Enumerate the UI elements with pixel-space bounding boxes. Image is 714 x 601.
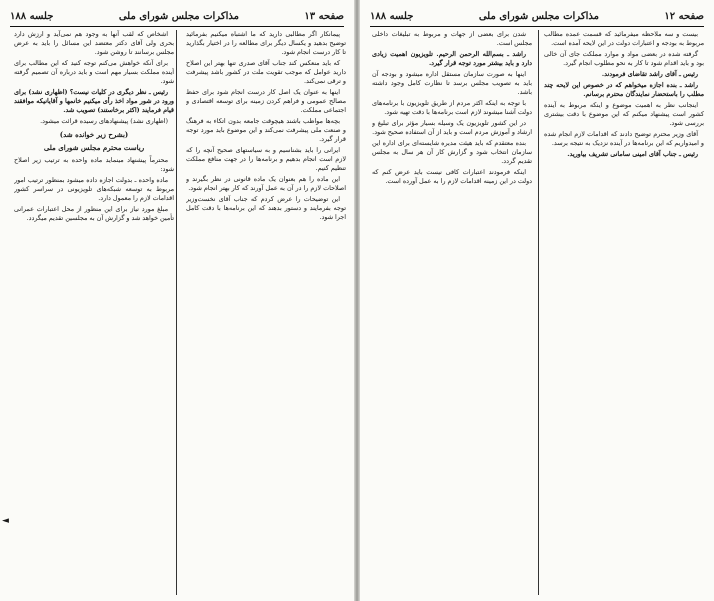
text-column-right (186, 30, 346, 595)
paragraph: در این کشور تلویزیون یک وسیله بسیار مؤثر برای تبلیغ و ارشاد و آموزش مردم است و باید از آن استفاده صحیح شود. (372, 119, 532, 136)
paragraph: مبلغ مورد نیاز برای این منظور از محل اعتبارات عمرانی تأمین خواهد شد و گزارش آن به مجلسین تقدیم میگردد. (14, 205, 174, 222)
paragraph: شدن برای بعضی از جهات و مربوط به تبلیغات داخلی مجلس است. (372, 30, 532, 47)
text-column-left (372, 30, 532, 595)
column-divider (538, 30, 539, 595)
paragraph: برای آنکه خواهش می‌کنم توجه کنید که این مطالب برای آینده مملکت بسیار مهم است و باید درباره آن تصمیم گرفته شود. (14, 59, 174, 85)
paragraph: بچه‌ها مواظب باشند هیچوقت جامعه بدون اتکاء به فرهنگ و صنعت ملی پیشرفت نمی‌کند و این موضوع باید مورد توجه قرار گیرد. (186, 117, 346, 143)
page-header-title: مذاکرات مجلس شورای ملی (478, 10, 599, 22)
paragraph: که باید منعکس کند جناب آقای صدری تنها بهتر این اصلاح دارید عوامل که موجب تقویت ملت در کشور باشد پیشرفت و ترقی نمی‌کند. (186, 59, 346, 85)
paragraph: اینها به عنوان یک اصل کار درست انجام شود برای حفظ مصالح عمومی و فراهم کردن زمینه برای توسعه اقتصادی و اجتماعی مملکت. (186, 88, 346, 114)
margin-mark-icon: ◄ (2, 516, 9, 526)
paragraph: محترماً پیشنهاد مینماید ماده واحده به ترتیب زیر اصلاح شود: (14, 156, 174, 173)
paragraph: بنده معتقدم که باید هیئت مدیره شایسته‌ای برای اداره این سازمان انتخاب شود و گزارش کار آن هر سال به مجلس تقدیم گردد. (372, 139, 532, 165)
paragraph: با توجه به اینکه اکثر مردم از طریق تلویزیون با برنامه‌های دولت آشنا میشوند لازم است برنامه‌ها با دقت تهیه شود. (372, 99, 532, 116)
speaker-paragraph: رئیس ـ نظر دیگری در کلیات نیست؟ (اظهاری نشد) برای ورود در شور مواد اخذ رأی میکنیم خانمها و آقایانیکه موافقند قیام فرمایند (اکثر برخاستند) تصویب شد. (14, 88, 174, 114)
page-number: صفحه ۱۳ (304, 10, 344, 22)
text-column-left (14, 30, 174, 595)
header-rule (10, 26, 344, 27)
speaker-paragraph: رئیس ـ جناب آقای امینی سامانی تشریف بیاورید. (567, 150, 698, 158)
column-divider (176, 30, 177, 595)
session-label: جلسه ۱۸۸ (370, 10, 414, 22)
page-left (0, 0, 354, 601)
page-header-title: مذاکرات مجلس شورای ملی (118, 10, 239, 22)
paragraph: ماده واحده ـ بدولت اجازه داده میشود بمنظور ترتیب امور مربوط به توسعه شبکه‌های تلویزیونی در سراسر کشور اقدامات لازم را معمول دارد. (14, 176, 174, 202)
speaker-paragraph: رئیس ـ آقای راشد تقاضای فرمودند. (601, 70, 698, 78)
page-right (360, 0, 714, 601)
page-number: صفحه ۱۲ (664, 10, 704, 22)
header-rule (370, 26, 704, 27)
page-header (370, 8, 704, 24)
text-column-right (544, 30, 704, 595)
session-label: جلسه ۱۸۸ (10, 10, 54, 22)
paragraph: این توضیحات را عرض کردم که جناب آقای نخست‌وزیر توجه بفرمایند و دستور بدهند که این برنامه‌ها با دقت کامل اجرا شود. (186, 195, 346, 221)
paragraph: گرفته شده در بعضی مواد و موارد مملکت جای آن خالی بود و باید اقدام شود تا کار به نحو مطلوب انجام گیرد. (544, 50, 704, 67)
section-heading: (بشرح زیر خوانده شد) (59, 130, 129, 139)
paragraph: اشخاص که لقب آنها به وجود هم نمی‌آید و ارزش دارد بحری ولی آقای دکتر معتضد این مسائل را باید به عرض مجلس برسانند تا روشن شود. (14, 30, 174, 56)
paragraph: پیمانکار اگر مطالبی دارید که ما اشتباه میکنیم بفرمائید توضیح بدهید و یکسال دیگر برای مطالعه را در اختیار بگذارید تا کار درست انجام شود. (186, 30, 346, 56)
speaker-paragraph: راشد ـ بسم‌الله الرحمن الرحیم. تلویزیون اهمیت زیادی دارد و باید بیشتر مورد توجه قرار گیرد. (372, 50, 532, 67)
speaker-paragraph: راشد ـ بنده اجازه میخواهم که در خصوص این لایحه چند مطلب را باستحضار نمایندگان محترم برسانم. (544, 81, 704, 98)
paragraph: اینکه فرمودند اعتبارات کافی نیست باید عرض کنم که دولت در این زمینه اقدامات لازم را به عمل آورده است. (372, 168, 532, 185)
paragraph: اینها به صورت سازمان مستقل اداره میشود و بودجه آن باید به تصویب مجلس برسد تا نظارت کامل وجود داشته باشد. (372, 70, 532, 96)
paragraph: (اظهاری نشد) پیشنهادهای رسیده قرائت میشود. (40, 117, 168, 125)
paragraph: اینجانب نظر به اهمیت موضوع و اینکه مربوط به آینده کشور است پیشنهاد میکنم که این موضوع با دقت بیشتری بررسی شود. (544, 101, 704, 127)
page-header (10, 8, 344, 24)
paragraph: این ماده را هم بعنوان یک ماده قانونی در نظر بگیرند و اصلاحات لازم را در آن به عمل آورند که کار بهتر انجام شود. (186, 175, 346, 192)
paragraph: بیست و سه ملاحظه میفرمائید که قسمت عمده مطالب مربوط به بودجه و اعتبارات دولت در این لایحه آمده است. (544, 30, 704, 47)
paragraph: ایرانی را باید بشناسیم و به سیاستهای صحیح آنچه را که لازم است انجام بدهیم و برنامه‌ها را در جهت منافع مملکت تنظیم کنیم. (186, 146, 346, 172)
section-heading: ریاست محترم مجلس شورای ملی (43, 143, 145, 152)
paragraph: آقای وزیر محترم توضیح دادند که اقدامات لازم انجام شده و امیدواریم که این برنامه‌ها در آینده نزدیک به نتیجه برسد. (544, 130, 704, 147)
